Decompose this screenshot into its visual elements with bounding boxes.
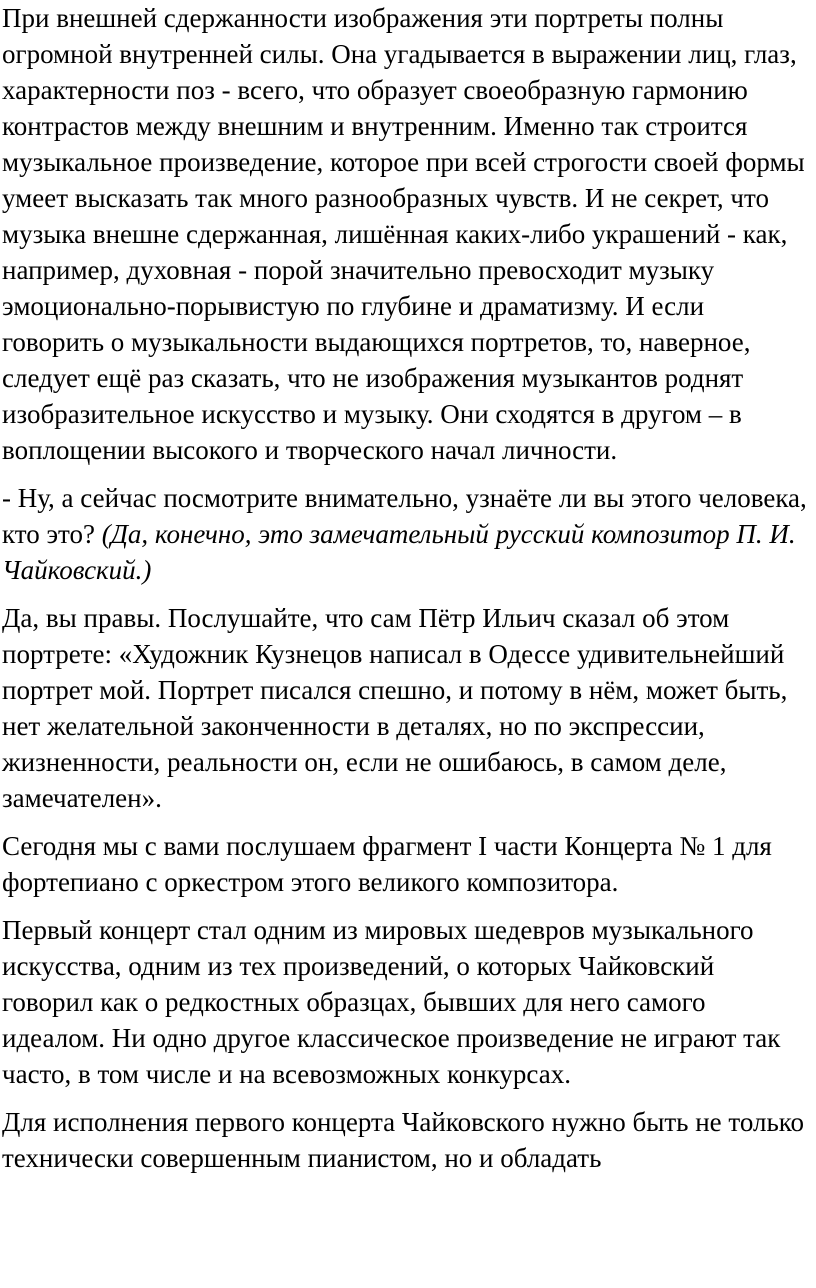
paragraph-question: [2, 480, 810, 588]
paragraph-first-concerto: Первый концерт стал одним из мировых шедевров музыкального искусства, одним из тех произведений, о которых Чайковский говорил как о редкостных образцах, бывших для него самого идеалом. Ни одно другое классическое произведение не играют так часто, в том числе и на всевозможных конкурсах.: [2, 915, 781, 1089]
question-text: - Ну, а сейчас посмотрите внимательно, узнаёте ли вы этого человека, кто это?: [2, 483, 807, 549]
paragraph-portraits: При внешней сдержанности изображения эти портреты полны огромной внутренней силы. Она угадывается в выражении лиц, глаз, характерности поз - всего, что образует своеобразную гармонию контрастов между внешним и внутренним. Именно так строится музыкальное произведение, которое при всей строгости своей формы умеет высказать так много разнообразных чувств. И не секрет, что музыка внешне сдержанная, лишённая каких-либо украшений - как, например, духовная - порой значительно превосходит музыку эмоционально-порывистую по глубине и драматизму. И если говорить о музыкальности выдающихся портретов, то, наверное, следует ещё раз сказать, что не изображения музыкантов роднят изобразительное искусство и музыку. Они сходятся в другом – в воплощении высокого и творческого начал личности.: [2, 3, 805, 465]
paragraph-concerto-intro: Сегодня мы с вами послушаем фрагмент I части Концерта № 1 для фортепиано с оркестром этого великого композитора.: [2, 831, 772, 897]
question-answer: (Да, конечно, это замечательный русский композитор П. И. Чайковский.): [2, 519, 796, 585]
paragraph-performance: Для исполнения первого концерта Чайковского нужно быть не только технически совершенным пианистом, но и обладать: [2, 1107, 805, 1173]
paragraph-tchaikovsky-quote: Да, вы правы. Послушайте, что сам Пётр Ильич сказал об этом портрете: «Художник Кузнецов написал в Одессе удивительнейший портрет мой. Портрет писался спешно, и потому в нём, может быть, нет желательной законченности в деталях, но по экспрессии, жизненности, реальности он, если не ошибаюсь, в самом деле, замечателен».: [2, 603, 788, 813]
